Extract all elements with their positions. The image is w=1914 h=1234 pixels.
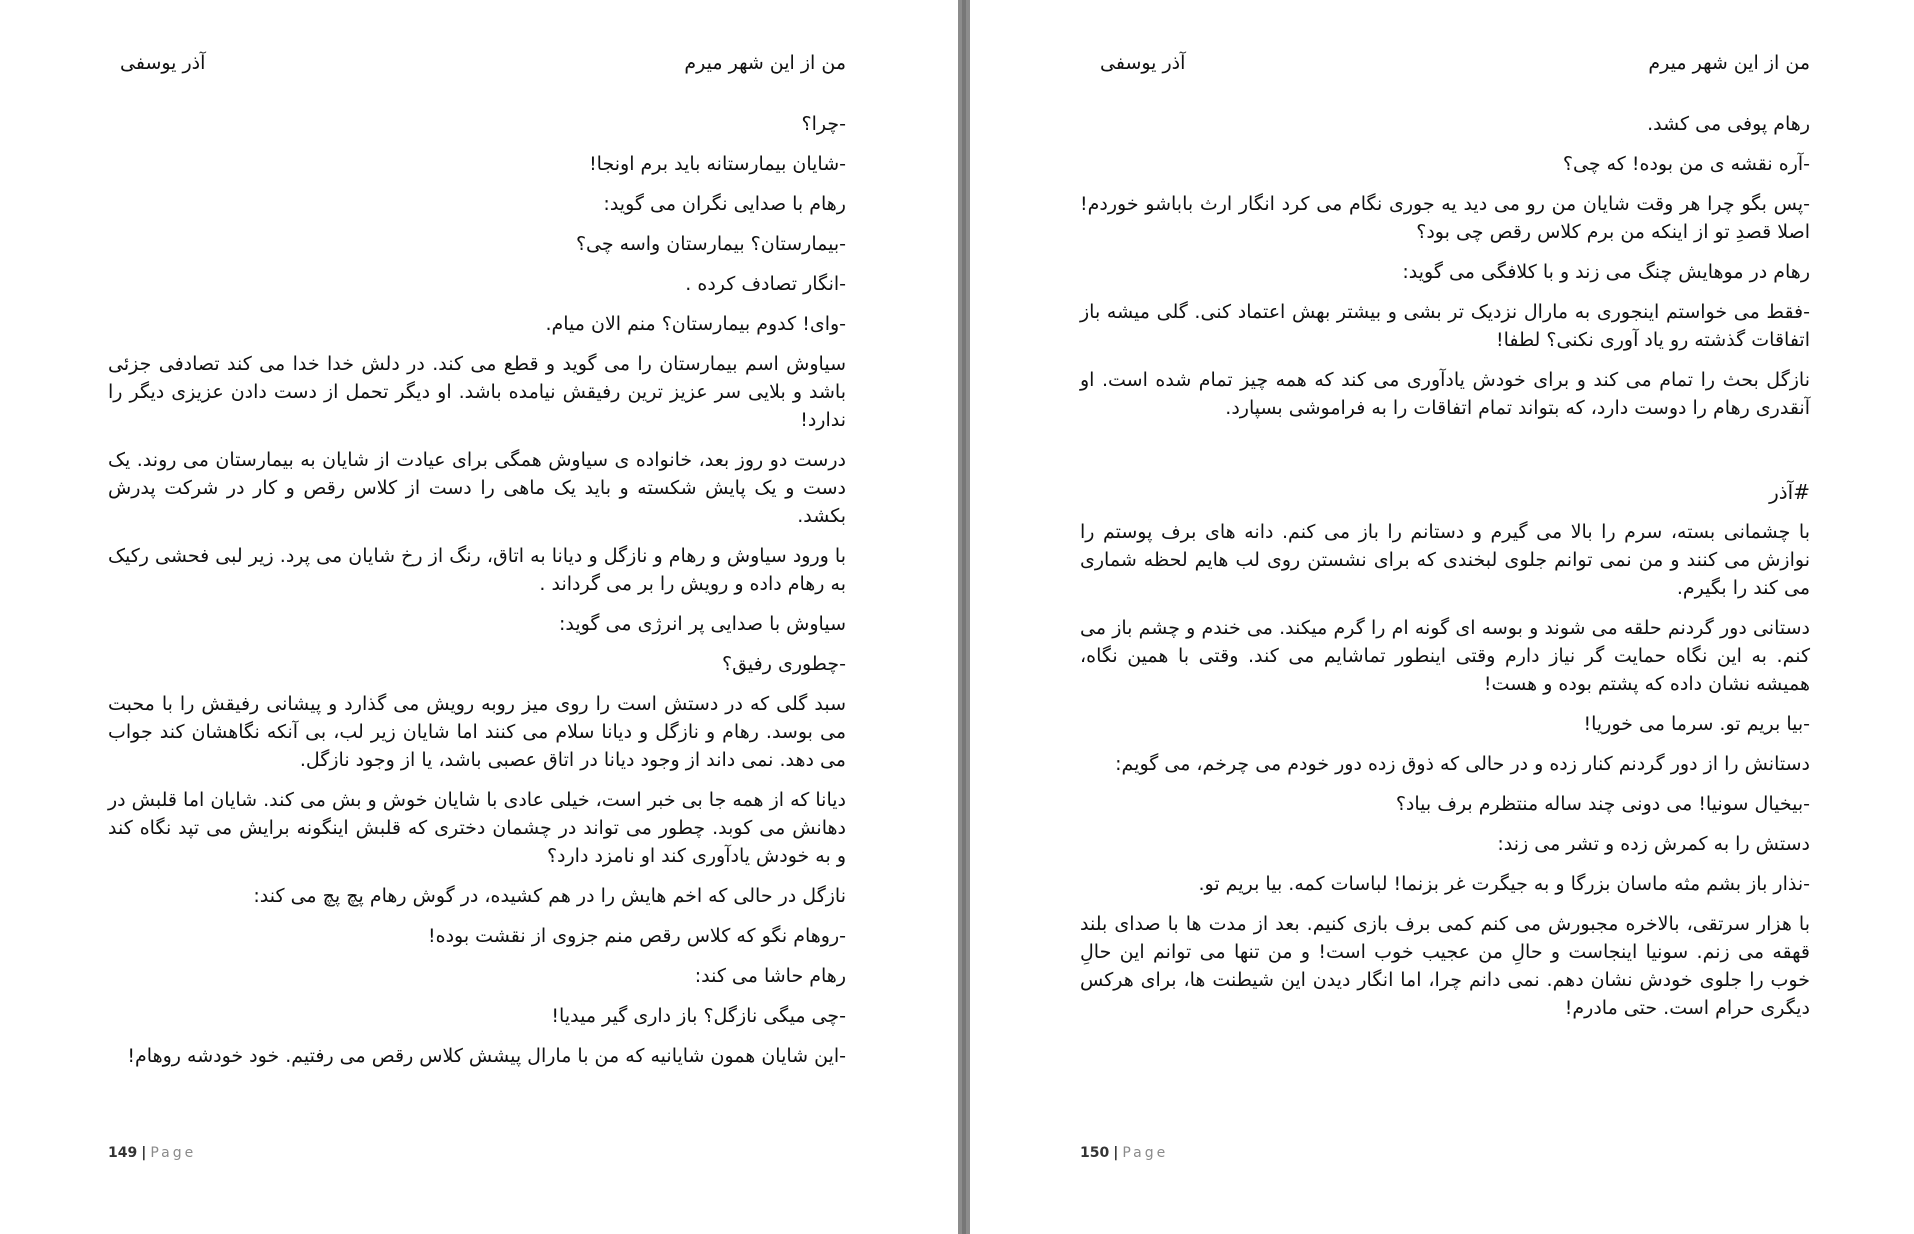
paragraph: با هزار سرتقی، بالاخره مجبورش می کنم کمی برف بازی کنیم. بعد از مدت ها با صدای بلند قهقه می زنم. سونیا اینجاست و حالِ من عجیب خوب است! و من تنها می توانم این حالِ خوب را جلوی خودش نشان دهم. نمی دانم چرا، اما انگار دیدن این شیطنت ها، برای هرکس دیگری حرام است. حتی مادرم!	[1080, 913, 1810, 1019]
paragraph: سیاوش با صدایی پر انرژی می گوید:	[558, 613, 846, 635]
paragraph: -انگار تصادف کرده .	[685, 273, 846, 295]
paragraph: دستش را به کمرش زده و تشر می زند:	[1497, 833, 1810, 855]
paragraph: درست دو روز بعد، خانواده ی سیاوش همگی برای عیادت از شایان به بیمارستان می روند. یک دست و یک پایش شکسته و باید یک ماهی را دست از کلاس رقص و کار در شرکت پدرش بکشد.	[108, 449, 846, 527]
paragraph: رهام با صدایی نگران می گوید:	[603, 193, 846, 215]
page-label: Page	[1122, 1145, 1169, 1161]
paragraph: رهام در موهایش چنگ می زند و با کلافگی می گوید:	[1402, 261, 1810, 283]
author-name: آذر یوسفی	[1100, 52, 1186, 74]
paragraph: سیاوش اسم بیمارستان را می گوید و قطع می کند. در دلش خدا خدا می کند تصادفی جزئی باشد و بلایی سر عزیز ترین رفیقش نیامده باشد. او دیگر تحمل از دست دادن عزیزی دیگر را ندارد!	[108, 353, 846, 431]
paragraph: -بیمارستان؟ بیمارستان واسه چی؟	[575, 233, 846, 255]
author-name: آذر یوسفی	[120, 52, 206, 74]
footer-separator: |	[1113, 1145, 1119, 1161]
paragraph: -بیا بریم تو. سرما می خوریا!	[1583, 713, 1810, 735]
left-page-footer	[108, 1145, 196, 1161]
section-tag: #آذر	[1769, 480, 1810, 504]
left-page-header	[120, 52, 846, 82]
paragraph: -چرا؟	[801, 113, 846, 135]
page-gutter-divider	[958, 0, 970, 1234]
right-page	[970, 0, 1914, 1234]
paragraph: -بیخیال سونیا! می دونی چند ساله منتظرم برف بیاد؟	[1395, 793, 1810, 815]
paragraph: -وای! کدوم بیمارستان؟ منم الان میام.	[545, 313, 846, 335]
paragraph: -چطوری رفیق؟	[721, 653, 846, 675]
paragraph: با چشمانی بسته، سرم را بالا می گیرم و دستانم را باز می کنم. دانه های برف پوستم را نوازش می کنند و من نمی توانم جلوی لبخندی که برای نشستن روی لب هایم لحظه شماری می کند را بگیرم.	[1080, 521, 1810, 599]
paragraph: -فقط می خواستم اینجوری به مارال نزدیک تر بشی و بیشتر بهش اعتماد کنی. گلی میشه باز اتفاقات گذشته رو یاد آوری نکنی؟ لطفا!	[1080, 301, 1810, 351]
page-label: Page	[150, 1145, 197, 1161]
paragraph: -روهام نگو که کلاس رقص منم جزوی از نقشت بوده!	[428, 925, 846, 947]
paragraph: -پس بگو چرا هر وقت شایان من رو می دید یه جوری نگام می کرد انگار ارث باباشو خوردم! اصلا قصدِ تو از اینکه من برم کلاس رقص چی بود؟	[1080, 193, 1810, 243]
paragraph: دستانش را از دور گردنم کنار زده و در حالی که ذوق زده دور خودم می چرخم، می گویم:	[1115, 753, 1810, 775]
paragraph: نازگل بحث را تمام می کند و برای خودش یادآوری می کند که همه چیز تمام شده است. او آنقدری رهام را دوست دارد، که بتواند تمام اتفاقات را به فراموشی بسپارد.	[1080, 369, 1810, 419]
paragraph: -نذار باز بشم مثه ماسان بزرگا و به جیگرت غر بزنما! لباسات کمه. بیا بریم تو.	[1198, 873, 1810, 895]
footer-separator: |	[141, 1145, 147, 1161]
paragraph: -این شایان همون شایانیه که من با مارال پیشش کلاس رقص می رفتیم. خود خودشه روهام!	[127, 1045, 846, 1067]
paragraph: سبد گلی که در دستش است را روی میز روبه رویش می گذارد و پیشانی رفیقش را با محبت می بوسد. رهام و نازگل و دیانا سلام می کنند اما شایان زیر لب، بی آنکه نگاهشان کند جواب می دهد. نمی داند از وجود دیانا در اتاق عصبی باشد، یا از وجود نازگل.	[108, 693, 846, 771]
book-title: من از این شهر میرم	[684, 52, 846, 74]
paragraph: نازگل در حالی که اخم هایش را در هم کشیده، در گوش رهام پچ پچ می کند:	[253, 885, 846, 907]
book-title: من از این شهر میرم	[1648, 52, 1810, 74]
paragraph: رهام حاشا می کند:	[694, 965, 846, 987]
paragraph: دستانی دور گردنم حلقه می شوند و بوسه ای گونه ام را گرم میکند. می خندم و چشم باز می کنم. به این نگاه حمایت گر نیاز دارم وقتی اینطور تماشایم می کند. وقتی با همین نگاه، همیشه نشان داده که پشتم بوده و هست!	[1080, 617, 1810, 695]
paragraph: با ورود سیاوش و رهام و نازگل و دیانا به اتاق، رنگ از رخ شایان می پرد. زیر لبی فحشی رکیک به رهام داده و رویش را بر می گرداند .	[108, 545, 846, 595]
right-page-footer	[1080, 1145, 1168, 1161]
left-page-body	[108, 110, 846, 1082]
page-number: 149	[108, 1145, 138, 1161]
paragraph: دیانا که از همه جا بی خبر است، خیلی عادی با شایان خوش و بش می کند. شایان اما قلبش در دهانش می کوبد. چطور می تواند در چشمان دختری که قلبش اینگونه برایش می تپد نگاه کند و به خودش یادآوری کند او نامزد دارد؟	[108, 789, 846, 867]
paragraph: -شایان بیمارستانه باید برم اونجا!	[589, 153, 846, 175]
paragraph: -چی میگی نازگل؟ باز داری گیر میدیا!	[551, 1005, 846, 1027]
right-page-header	[1100, 52, 1810, 82]
page-number: 150	[1080, 1145, 1110, 1161]
paragraph: -آره نقشه ی من بوده! که چی؟	[1562, 153, 1810, 175]
right-page-body	[1080, 110, 1810, 1034]
paragraph: رهام پوفی می کشد.	[1647, 113, 1810, 135]
